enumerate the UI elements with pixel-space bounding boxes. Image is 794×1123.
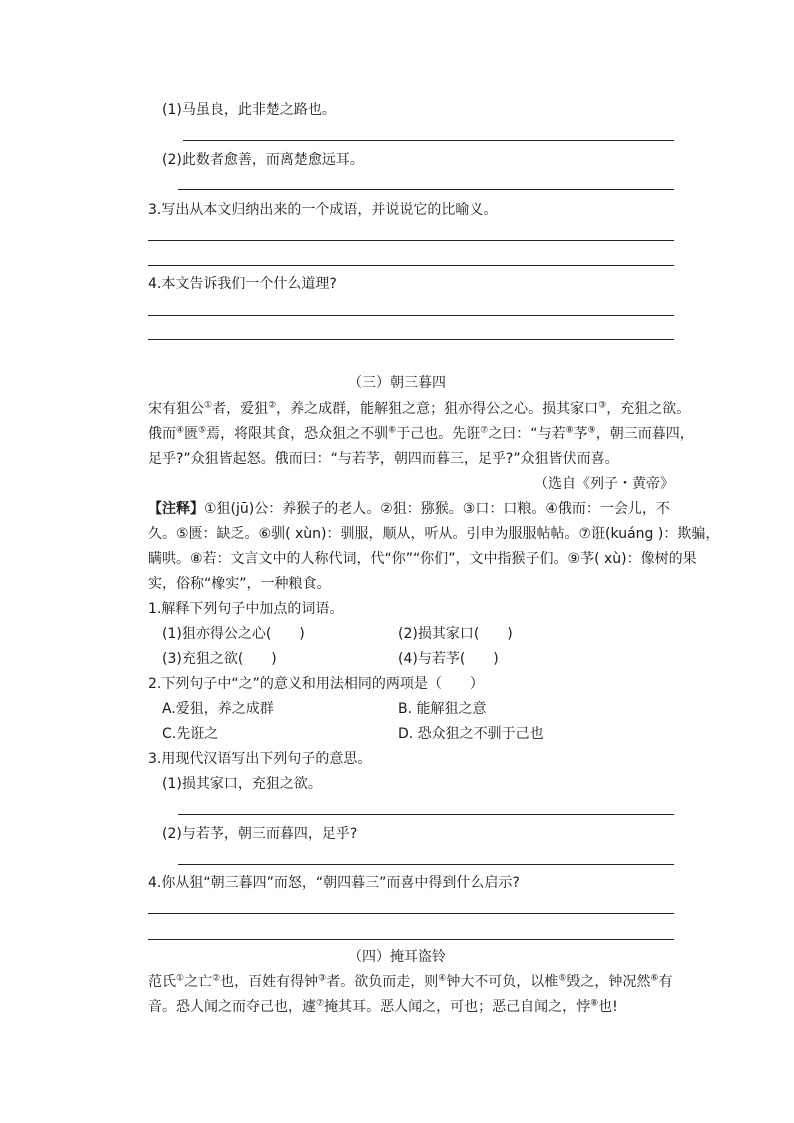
option-b[interactable]: B. 能解狙之意 [398, 701, 487, 717]
question-4: 4.你从狙“朝三暮四”而怒，“朝四暮三”而喜中得到什么启示? [148, 875, 520, 891]
notes-line: 【注释】①狙(jū)公：养猴子的老人。②狙：猕猴。③口：口粮。④俄而：一会儿，不 [148, 501, 670, 517]
passage-line: 俄而④匮⑤焉，将限其食，恐众狙之不驯⑥于己也。先诳⑦之曰：“与若⑧芧⑨，朝三而暮四， [148, 425, 694, 442]
notes-line: 实，俗称“橡实”，一种粮食。 [148, 576, 331, 592]
question-3: 3.写出从本文归纳出来的一个成语，并说说它的比喻义。 [148, 202, 498, 218]
question-3-1: (1)损其家口，充狙之欲。 [162, 776, 322, 792]
question-1-b: (2)损其家口( ) [398, 626, 513, 642]
source-citation: （选自《列子・黄帝》 [534, 476, 674, 492]
answer-line[interactable] [148, 315, 674, 316]
answer-line[interactable] [148, 913, 674, 914]
question-2: 2.下列句子中“之”的意义和用法相同的两项是（ ） [148, 676, 484, 692]
passage-line: 宋有狙公①者，爱狙②，养之成群，能解狙之意；狙亦得公之心。损其家口③，充狙之欲。 [148, 400, 691, 417]
option-d[interactable]: D. 恐众狙之不驯于己也 [398, 726, 544, 742]
option-c[interactable]: C.先诳之 [162, 726, 219, 742]
answer-line[interactable] [148, 939, 674, 940]
passage-line: 足乎?”众狙皆起怒。俄而曰：“与若芧，朝四而暮三，足乎?”众狙皆伏而喜。 [148, 451, 619, 467]
question-2-2: (2)此数者愈善，而离楚愈远耳。 [162, 152, 364, 168]
question-3-2: (2)与若芧，朝三而暮四，足乎? [162, 826, 358, 842]
section-title: （三）朝三暮四 [348, 375, 446, 391]
answer-line[interactable] [178, 864, 674, 865]
question-3: 3.用现代汉语写出下列句子的意思。 [148, 751, 372, 767]
answer-line[interactable] [148, 339, 674, 340]
passage-line: 范氏①之亡②也，百姓有得钟③者。欲负而走，则④钟大不可负，以椎⑤毁之，钟况然⑥有 [148, 973, 673, 990]
passage-line: 音。恐人闻之而夺己也，遽⑦掩其耳。恶人闻之，可也；恶己自闻之，悖⑧也! [148, 998, 618, 1015]
notes-line: 久。⑤匮：缺乏。⑥驯( xùn)：驯服，顺从，听从。引申为服服帖帖。⑦诳(kuáng )：欺骗， [148, 526, 720, 542]
option-a[interactable]: A.爱狙，养之成群 [162, 701, 274, 717]
answer-line[interactable] [148, 265, 674, 266]
answer-line[interactable] [178, 189, 674, 190]
section-title: （四）掩耳盗铃 [348, 949, 446, 965]
question-1-d: (4)与若芧( ) [398, 651, 499, 667]
question-1: 1.解释下列句子中加点的词语。 [148, 601, 344, 617]
question-1-c: (3)充狙之欲( ) [162, 651, 277, 667]
notes-line: 瞒哄。⑧若：文言文中的人称代词，代“你”“你们”，文中指猴子们。⑨芧( xù)：像树的果 [148, 551, 697, 567]
notes-label: 【注释】 [148, 501, 204, 517]
answer-line[interactable] [148, 240, 674, 241]
answer-line[interactable] [178, 814, 674, 815]
question-2-1: (1)马虽良，此非楚之路也。 [162, 102, 336, 118]
question-4: 4.本文告诉我们一个什么道理? [148, 276, 337, 292]
question-1-a: (1)狙亦得公之心( ) [162, 626, 305, 642]
answer-line[interactable] [183, 140, 674, 141]
